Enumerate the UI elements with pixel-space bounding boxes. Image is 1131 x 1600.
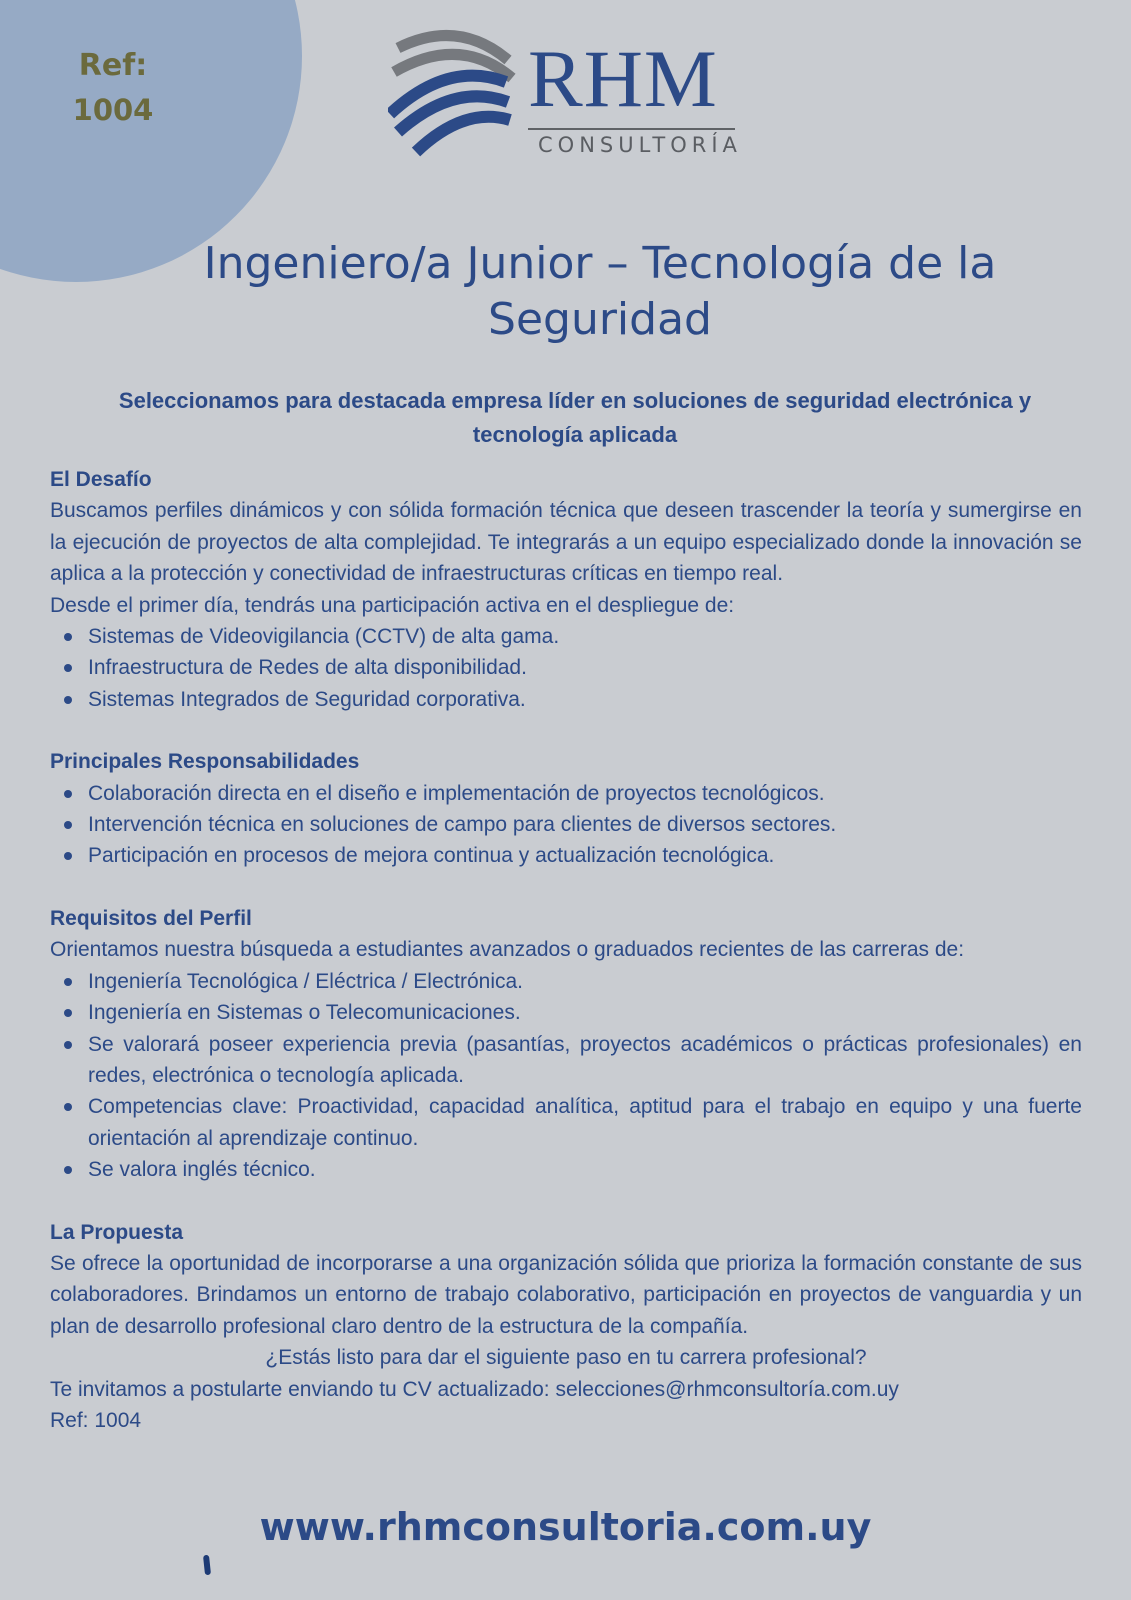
propuesta-paragraph: Se ofrece la oportunidad de incorporarse a una organización sólida que prioriza la formación constante de sus colaboradores. Brindamos un entorno de trabajo colaborativo, participación en proyectos de vanguardia y un plan de desarrollo profesional claro dentro de la estructura de la compañía. (50, 1251, 1082, 1338)
propuesta-ref: Ref: 1004 (50, 1408, 142, 1432)
ref-badge (58, 44, 168, 132)
page-subtitle: Seleccionamos para destacada empresa líder en soluciones de seguridad electrónica y tecnología aplicada (118, 388, 1032, 447)
list-item: Sistemas de Videovigilancia (CCTV) de alta gama. (88, 621, 1082, 652)
section-heading-requisitos: Requisitos del Perfil (50, 906, 252, 930)
desafio-list (50, 621, 1082, 715)
website-link[interactable]: www.rhmconsultoria.com.uy (259, 1505, 872, 1549)
section-heading-responsabilidades: Principales Responsabilidades (50, 750, 360, 774)
desafio-paragraph: Buscamos perfiles dinámicos y con sólida formación técnica que deseen trascender la teoría y sumergirse en la ejecución de proyectos de alta complejidad. Te integrarás a un equipo especializado donde la innovación se aplica a la protección y conectividad de infraestructuras críticas en tiempo real. (50, 499, 1082, 586)
list-item: Intervención técnica en soluciones de campo para clientes de diversos sectores. (88, 809, 1082, 840)
ref-number: 1004 (72, 93, 154, 127)
list-item: Participación en procesos de mejora continua y actualización tecnológica. (88, 840, 1082, 871)
job-description (50, 464, 1082, 1436)
list-item: Ingeniería en Sistemas o Telecomunicaciones. (88, 997, 1082, 1028)
logo-subtitle: CONSULTORÍA (538, 133, 742, 157)
list-item: Competencias clave: Proactividad, capacidad analítica, aptitud para el trabajo en equipo y una fuerte orientación al aprendizaje continuo. (88, 1091, 1082, 1154)
logo-wordmark: RHM (528, 33, 718, 124)
list-item: Colaboración directa en el diseño e implementación de proyectos tecnológicos. (88, 778, 1082, 809)
logo-mark-icon (388, 20, 523, 160)
ref-label: Ref: (78, 48, 148, 83)
list-item: Se valora inglés técnico. (88, 1154, 1082, 1185)
logo-divider (528, 128, 735, 130)
section-heading-propuesta: La Propuesta (50, 1220, 184, 1244)
propuesta-invite: Te invitamos a postularte enviando tu CV actualizado: selecciones@rhmconsultoría.com.uy (50, 1377, 899, 1401)
page-title: Ingeniero/a Junior – Tecnología de la Seguridad (203, 238, 997, 345)
rhm-logo (388, 20, 748, 160)
requisitos-list (50, 966, 1082, 1186)
requisitos-intro: Orientamos nuestra búsqueda a estudiantes avanzados o graduados recientes de las carreras de: (50, 938, 965, 962)
propuesta-question: ¿Estás listo para dar el siguiente paso en tu carrera profesional? (265, 1346, 867, 1370)
decorative-tick (203, 1555, 211, 1576)
list-item: Ingeniería Tecnológica / Eléctrica / Electrónica. (88, 966, 1082, 997)
list-item: Se valorará poseer experiencia previa (pasantías, proyectos académicos o prácticas profesionales) en redes, electrónica o tecnología aplicada. (88, 1029, 1082, 1092)
desafio-intro: Desde el primer día, tendrás una participación activa en el despliegue de: (50, 593, 735, 617)
list-item: Infraestructura de Redes de alta disponibilidad. (88, 652, 1082, 683)
list-item: Sistemas Integrados de Seguridad corporativa. (88, 684, 1082, 715)
section-heading-desafio: El Desafío (50, 468, 152, 491)
responsabilidades-list (50, 778, 1082, 872)
